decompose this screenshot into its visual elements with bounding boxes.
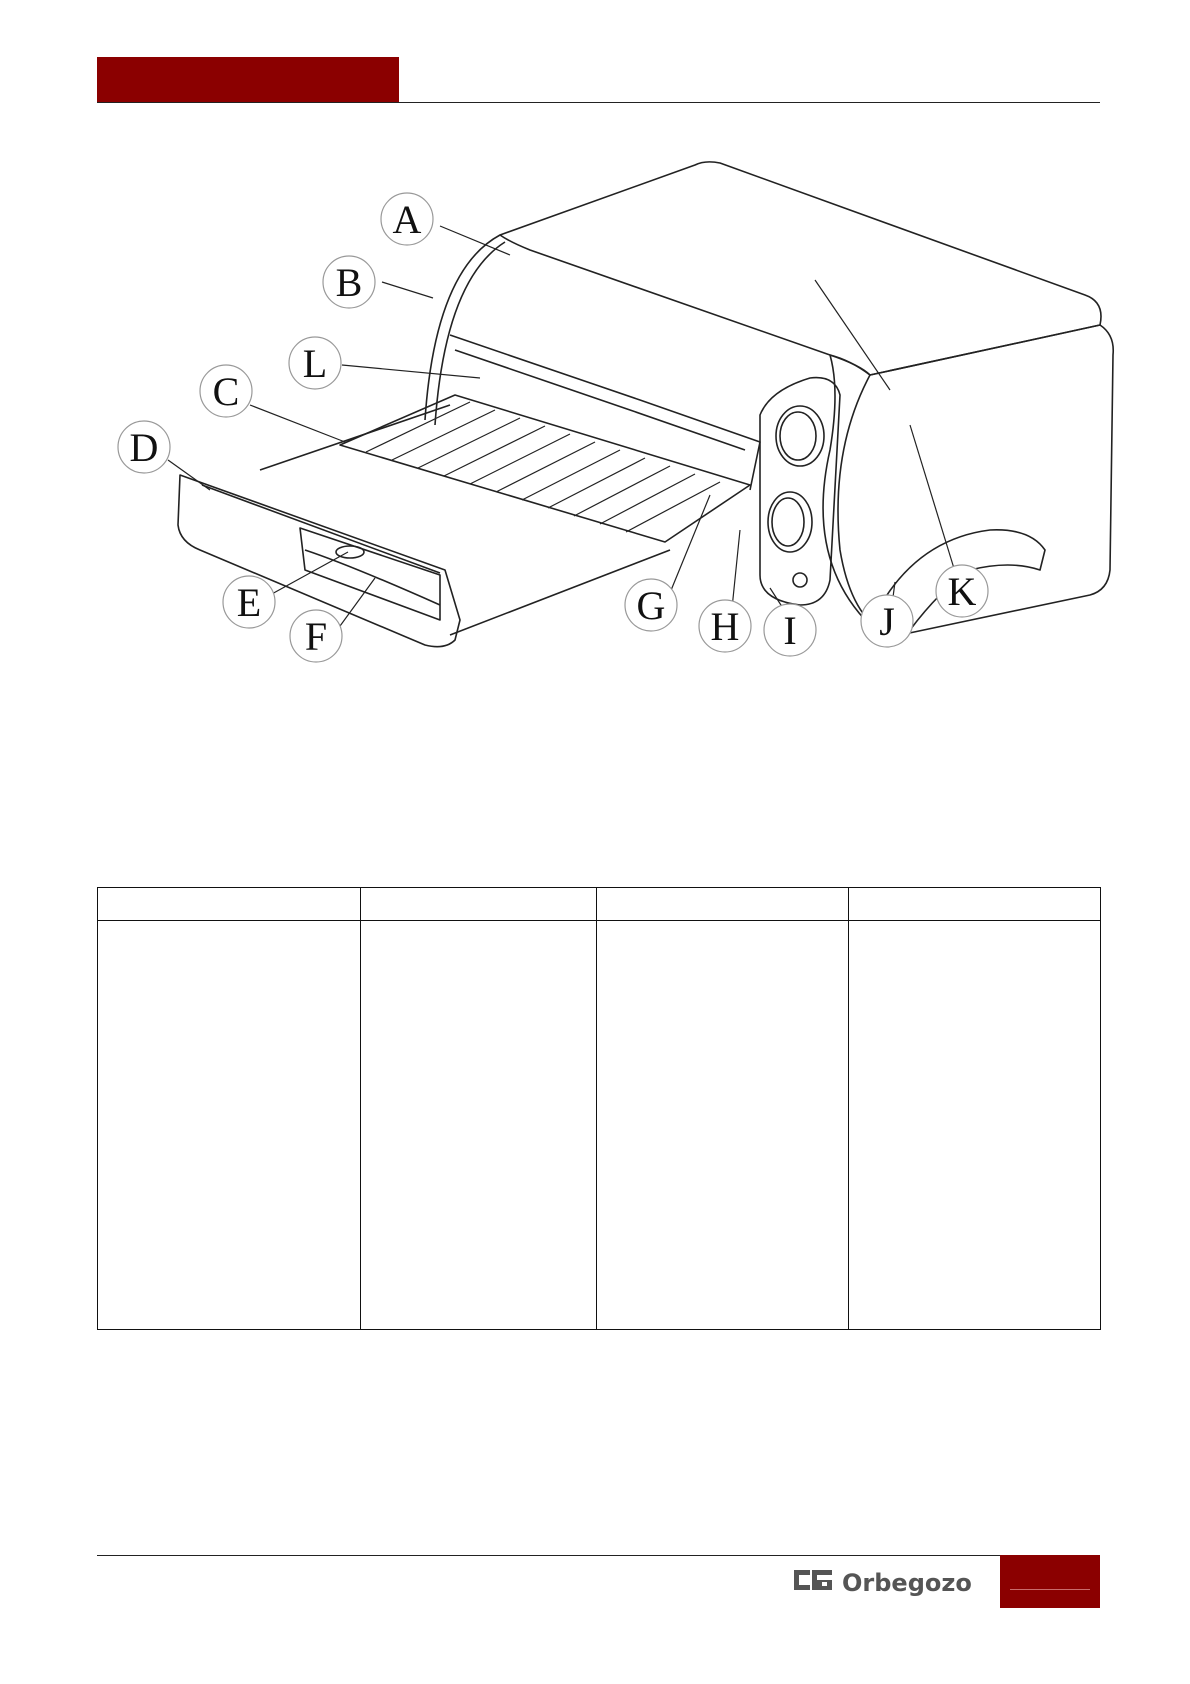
parts-table-header-cell (597, 888, 849, 921)
orbegozo-logo (790, 1560, 990, 1600)
parts-table-cell (98, 921, 361, 1330)
callout-label-l: L (302, 341, 328, 386)
callout-label-k: K (947, 569, 977, 614)
parts-table-header-cell (849, 888, 1101, 921)
callout-label-j: J (879, 599, 895, 644)
callout-label-c: C (212, 369, 240, 414)
callout-label-g: G (636, 583, 666, 628)
callout-label-f: F (304, 614, 328, 659)
parts-table-header-cell (98, 888, 361, 921)
parts-table-cell (361, 921, 597, 1330)
callout-label-d: D (129, 425, 159, 470)
parts-table-header-row (98, 888, 1101, 921)
parts-table-header-cell (361, 888, 597, 921)
orbegozo-logo-icon (790, 1560, 990, 1600)
callout-label-e: E (236, 580, 262, 625)
footer-tab-rule (1010, 1589, 1090, 1590)
parts-table (97, 887, 1101, 1330)
parts-table-cell (597, 921, 849, 1330)
oven-diagram (110, 150, 1120, 730)
orbegozo-logo-text: Orbegozo (842, 1569, 972, 1597)
callout-label-i: I (783, 608, 797, 653)
callout-label-h: H (710, 604, 740, 649)
footer-rule (97, 1555, 1000, 1556)
callout-label-b: B (335, 260, 363, 305)
footer-accent-tab (1000, 1555, 1100, 1608)
parts-table-cell (849, 921, 1101, 1330)
parts-table-row (98, 921, 1101, 1330)
callout-label-a: A (392, 197, 422, 242)
header-accent-bar (97, 57, 399, 103)
header-rule (97, 102, 1100, 103)
oven-illustration (110, 150, 1120, 730)
